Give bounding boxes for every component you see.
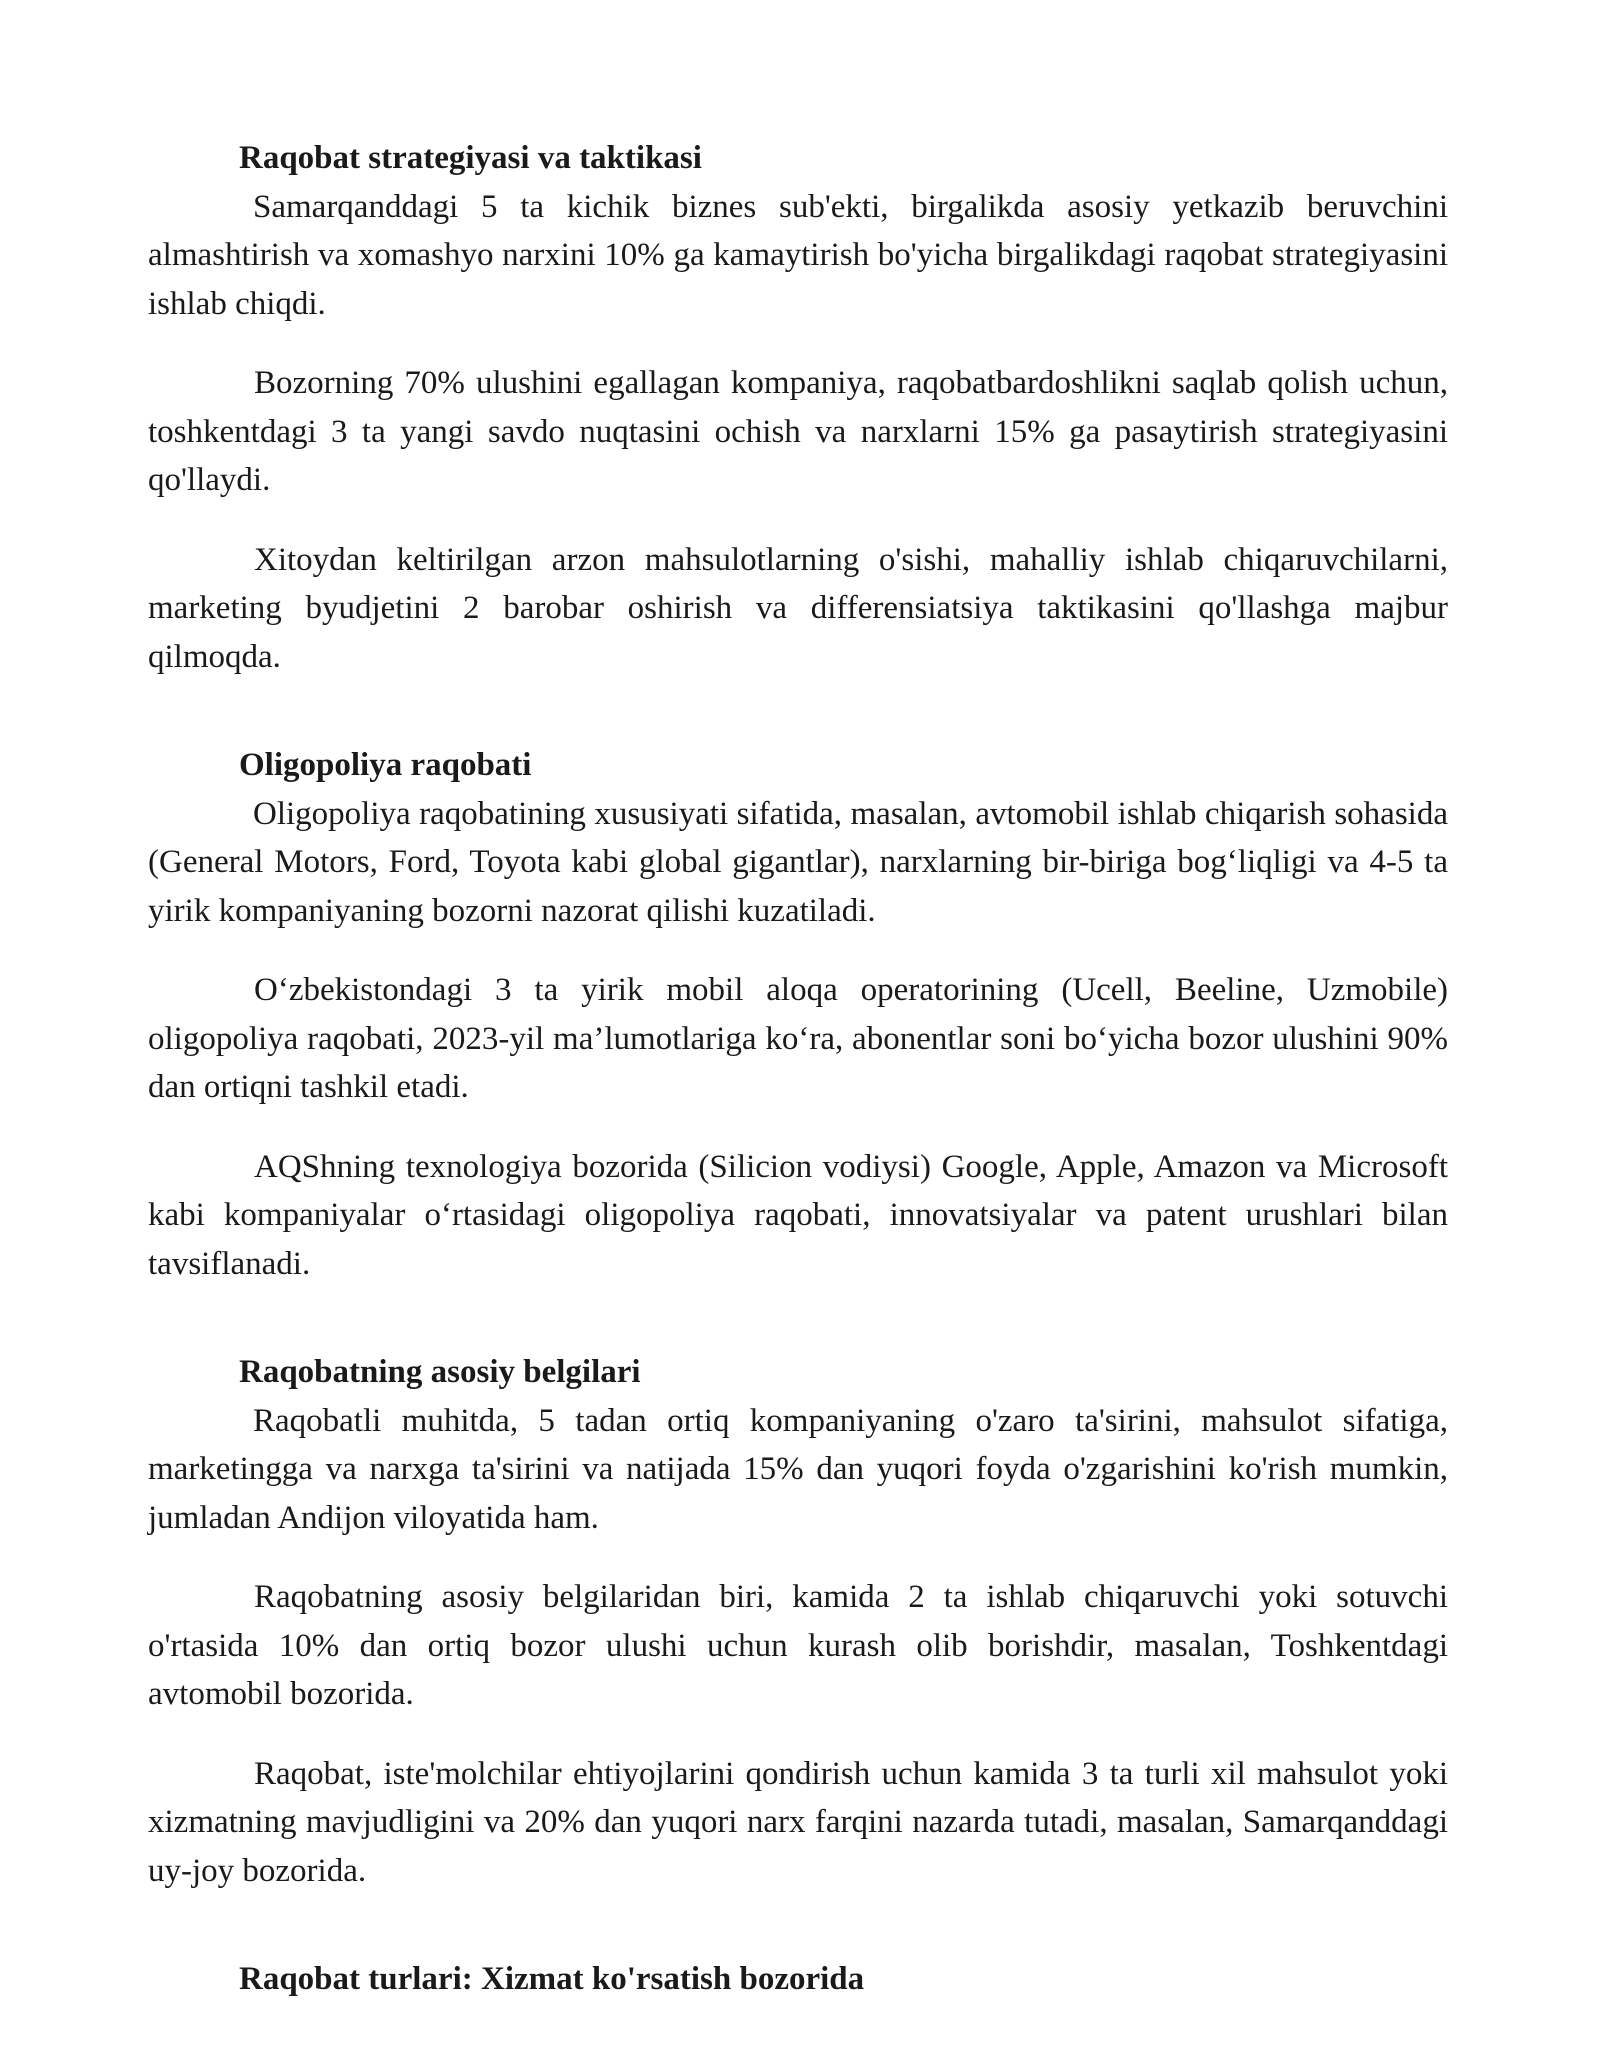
paragraph: Raqobatli muhitda, 5 tadan ortiq kompaniyaning o'zaro ta'sirini, mahsulot sifatiga, marketingga va narxga ta'sirini va natijada 15% dan yuqori foyda o'zgarishini ko'rish mumkin, jumladan Andijon viloyatida ham. <box>148 1402 1448 1536</box>
paragraph: Samarqanddagi 5 ta kichik biznes sub'ekti, birgalikda asosiy yetkazib beruvchini almashtirish va xomashyo narxini 10% ga kamaytirish bo'yicha birgalikdagi raqobat strategiyasini ishlab chiqdi. <box>148 188 1448 322</box>
paragraph: Raqobatning asosiy belgilaridan biri, kamida 2 ta ishlab chiqaruvchi yoki sotuvchi o'rtasida 10% dan ortiq bozor ulushi uchun kurash olib borishdir, masalan, Toshkentdagi avtomobil bozorida. <box>148 1579 1448 1712</box>
section-heading: Oligopoliya raqobati <box>239 747 532 783</box>
paragraph: Raqobat, iste'molchilar ehtiyojlarini qondirish uchun kamida 3 ta turli xil mahsulot yoki xizmatning mavjudligini va 20% dan yuqori narx farqini nazarda tutadi, masalan, Samarqanddagi uy-joy bozorida. <box>148 1755 1448 1889</box>
section-heading: Raqobatning asosiy belgilari <box>239 1354 641 1390</box>
paragraph: Xitoydan keltirilgan arzon mahsulotlarning o'sishi, mahalliy ishlab chiqaruvchilarni, marketing byudjetini 2 barobar oshirish va differensiatsiya taktikasini qo'llashga majbur qilmoqda. <box>148 541 1448 675</box>
paragraph: Bozorning 70% ulushini egallagan kompaniya, raqobatbardoshlikni saqlab qolish uchun, toshkentdagi 3 ta yangi savdo nuqtasini ochish va narxlarni 15% ga pasaytirish strategiyasini qo'llaydi. <box>148 365 1448 498</box>
paragraph: AQShning texnologiya bozorida (Silicion vodiysi) Google, Apple, Amazon va Microsoft kabi kompaniyalar o‘rtasidagi oligopoliya raqobati, innovatsiyalar va patent urushlari bilan tavsiflanadi. <box>148 1148 1448 1282</box>
paragraph: O‘zbekistondagi 3 ta yirik mobil aloqa operatorining (Ucell, Beeline, Uzmobile) oligopoliya raqobati, 2023-yil ma’lumotlariga ko‘ra, abonentlar soni bo‘yicha bozor ulushini 90% dan ortiqni tashkil etadi. <box>148 972 1448 1105</box>
section-spacer <box>148 712 1448 741</box>
document-page <box>148 134 1448 2004</box>
section-oligopoly <box>148 741 1448 1288</box>
section-competition-strategy <box>148 134 1448 681</box>
section-main-features <box>148 1348 1448 1895</box>
paragraph: Oligopoliya raqobatining xususiyati sifatida, masalan, avtomobil ishlab chiqarish sohasida (General Motors, Ford, Toyota kabi global gigantlar), narxlarning bir-biriga bog‘liqligi va 4-5 ta yirik kompaniyaning bozorni nazorat qilishi kuzatiladi. <box>148 795 1448 929</box>
section-spacer <box>148 1926 1448 1955</box>
section-competition-types <box>148 1955 1448 2004</box>
section-heading: Raqobat turlari: Xizmat ko'rsatish bozorida <box>239 1961 865 1997</box>
section-heading: Raqobat strategiyasi va taktikasi <box>239 140 702 176</box>
section-spacer <box>148 1319 1448 1348</box>
